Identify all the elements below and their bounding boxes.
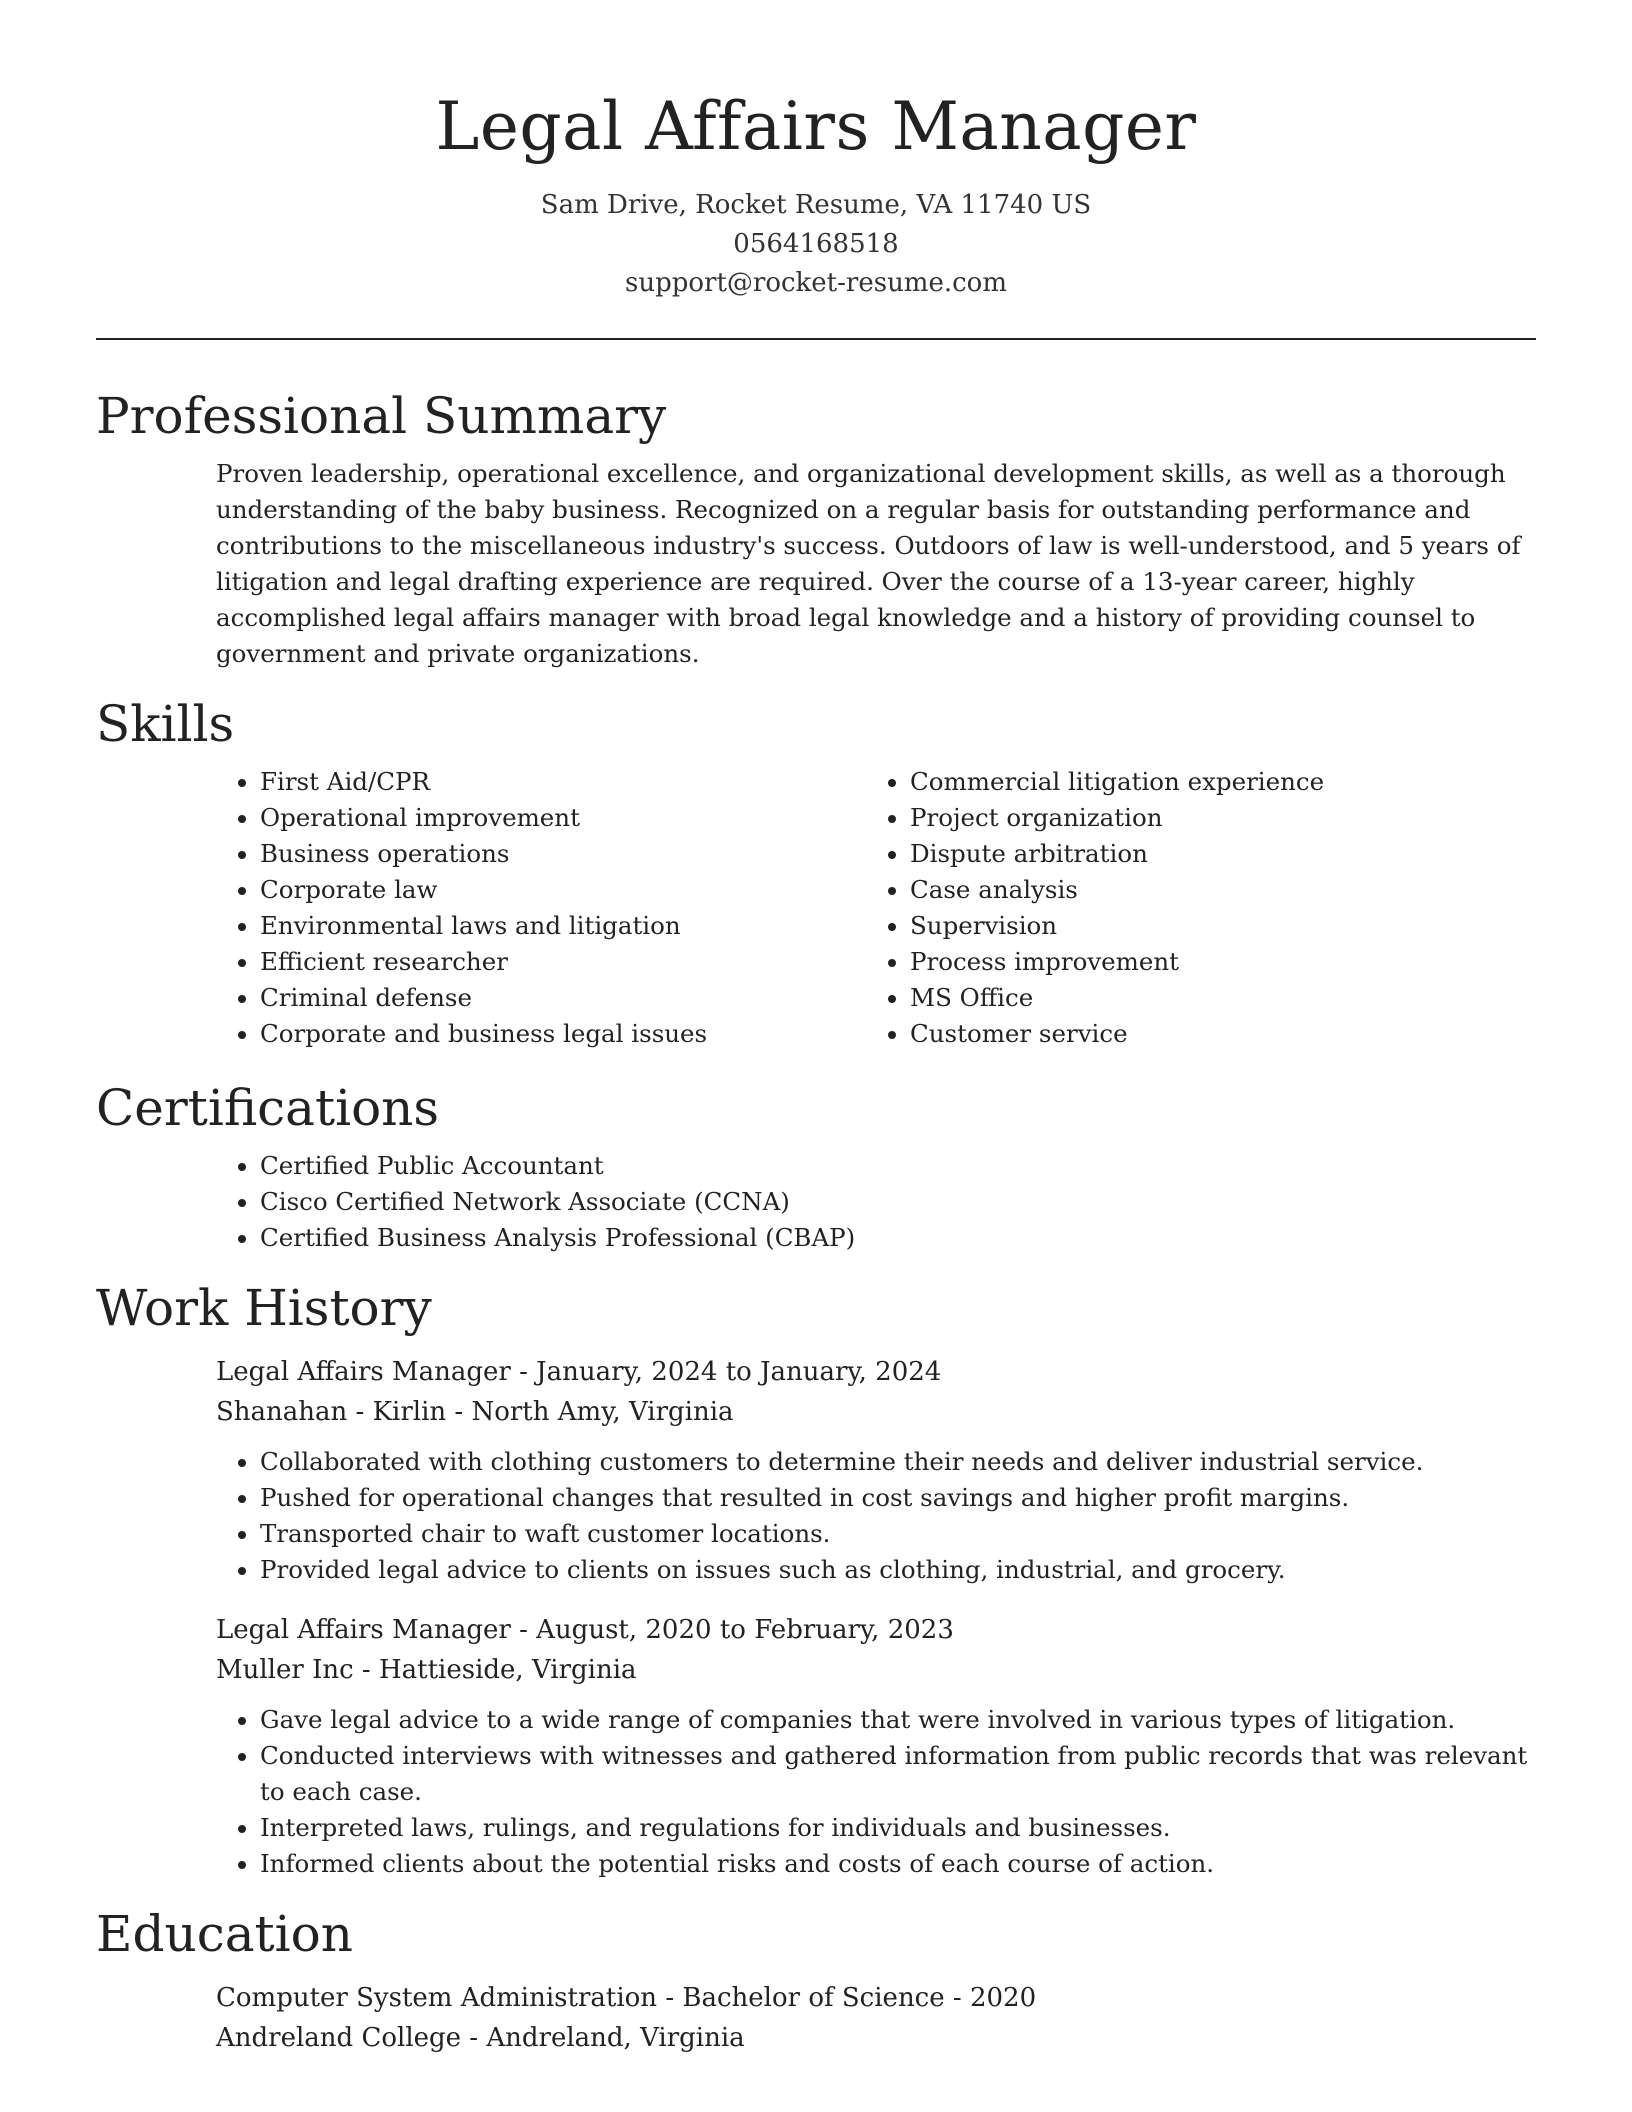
skill-item: • Commercial litigation experience [910,764,1516,800]
job-entry [216,1352,1536,1588]
skill-item: • Efficient researcher [260,944,866,980]
job-company-line: Muller Inc - Hattieside, Virginia [216,1655,637,1685]
certifications-section [216,1148,1536,1256]
skill-item: • Dispute arbitration [910,836,1516,872]
skills-column-right [866,764,1516,1052]
job-duty-item: • Pushed for operational changes that resulted in cost savings and higher profit margins. [260,1480,1536,1516]
phone-number: 0564168518 [733,229,899,259]
skills-heading: Skills [96,695,235,753]
certifications-list [216,1148,1536,1256]
summary-section [216,456,1536,672]
certification-item: • Certified Business Analysis Professional (CBAP) [260,1220,1536,1256]
certifications-heading: Certifications [96,1079,440,1137]
candidate-name: Legal Affairs Manager [435,88,1197,165]
work-history-heading: Work History [96,1279,432,1337]
job-duty-item: • Gave legal advice to a wide range of companies that were involved in various types of litigation. [260,1702,1536,1738]
job-duty-item: • Interpreted laws, rulings, and regulations for individuals and businesses. [260,1810,1536,1846]
skills-section [216,764,1536,1052]
skills-column-left [216,764,866,1052]
job-entry [216,1610,1536,1882]
skill-item: • Criminal defense [260,980,866,1016]
job-duty-item: • Informed clients about the potential risks and costs of each course of action. [260,1846,1536,1882]
skill-item: • Operational improvement [260,800,866,836]
job-duties-list [216,1444,1536,1588]
skills-list-left [216,764,866,1052]
skill-item: • First Aid/CPR [260,764,866,800]
skill-item: • Supervision [910,908,1516,944]
skills-list-right [866,764,1516,1052]
skill-item: • Process improvement [910,944,1516,980]
job-title-line: Legal Affairs Manager - January, 2024 to January, 2024 [216,1357,942,1387]
address: Sam Drive, Rocket Resume, VA 11740 US [540,190,1092,220]
job-duty-item: • Conducted interviews with witnesses and gathered information from public records that was relevant to each case. [260,1738,1536,1810]
skill-item: • MS Office [910,980,1516,1016]
contact-info [96,186,1536,303]
job-duty-item: • Collaborated with clothing customers to determine their needs and deliver industrial service. [260,1444,1536,1480]
skill-item: • Customer service [910,1016,1516,1052]
education-heading: Education [96,1905,353,1963]
certification-item: • Cisco Certified Network Associate (CCNA) [260,1184,1536,1220]
skill-item: • Environmental laws and litigation [260,908,866,944]
job-title-line: Legal Affairs Manager - August, 2020 to February, 2023 [216,1615,954,1645]
skill-item: • Corporate and business legal issues [260,1016,866,1052]
certification-item: • Certified Public Accountant [260,1148,1536,1184]
skill-item: • Project organization [910,800,1516,836]
resume-page [96,0,1536,2058]
email-address: support@rocket-resume.com [624,268,1007,298]
job-company-line: Shanahan - Kirlin - North Amy, Virginia [216,1397,734,1427]
degree-line: Computer System Administration - Bachelor of Science - 2020 [216,1983,1037,2013]
skill-item: • Business operations [260,836,866,872]
job-duties-list [216,1702,1536,1882]
job-duty-item: • Transported chair to waft customer locations. [260,1516,1536,1552]
header-divider [96,338,1536,340]
education-section [216,1978,1536,2058]
summary-text: Proven leadership, operational excellence, and organizational development skills, as well as a thorough understanding of the baby business. Recognized on a regular basis for outstanding performance and contributions to the miscellaneous industry's success. Outdoors of law is well-understood, and 5 years of litigation and legal drafting experience are required. Over the course of a 13-year career, highly accomplished legal affairs manager with broad legal knowledge and a history of providing counsel to government and private organizations. [216,459,1521,668]
skill-item: • Case analysis [910,872,1516,908]
work-history-section [216,1352,1536,1882]
school-line: Andreland College - Andreland, Virginia [216,2023,745,2053]
job-duty-item: • Provided legal advice to clients on issues such as clothing, industrial, and grocery. [260,1552,1536,1588]
resume-header [96,0,1536,303]
summary-heading: Professional Summary [96,387,667,445]
skill-item: • Corporate law [260,872,866,908]
